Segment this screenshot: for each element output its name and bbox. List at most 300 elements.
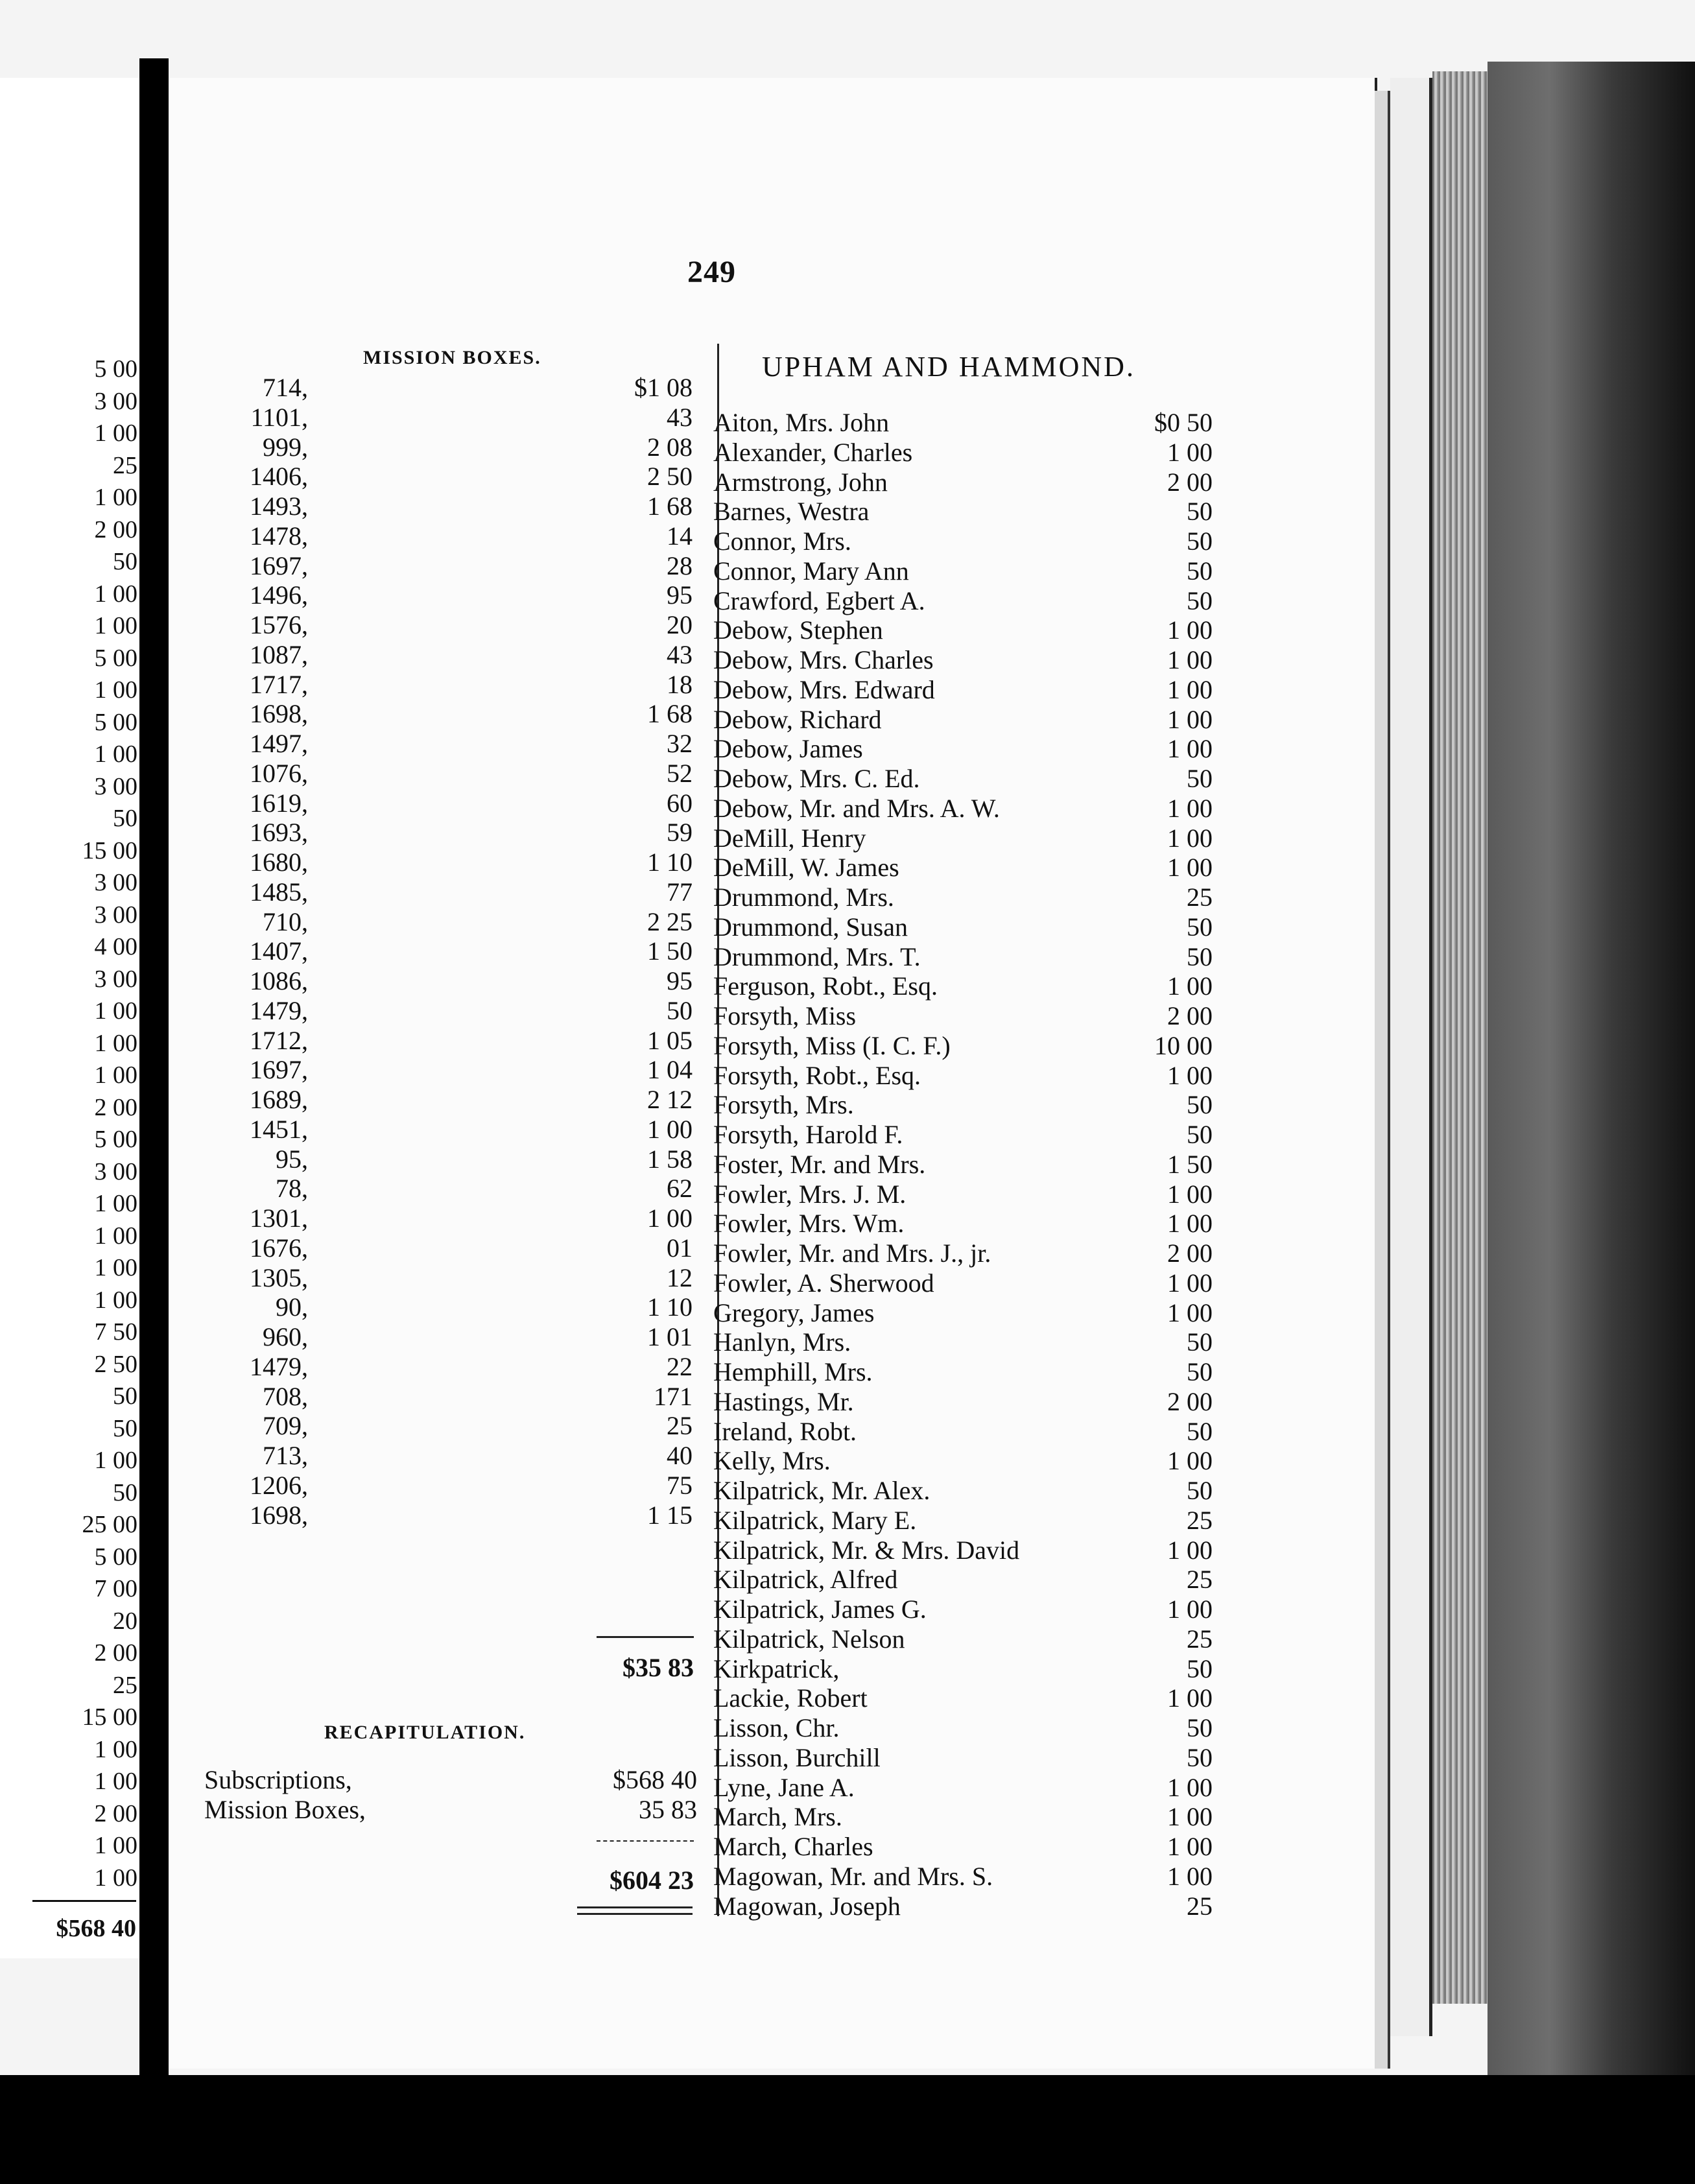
left-amount: 15 00 xyxy=(82,1703,137,1731)
subscriber-name: Aiton, Mrs. John xyxy=(713,408,890,437)
mission-box-row xyxy=(195,462,700,492)
box-number: 1697, xyxy=(250,1055,308,1085)
subscriber-amount: 1 00 xyxy=(1167,1683,1213,1713)
box-amount: 22 xyxy=(667,1351,693,1381)
subscriber-row xyxy=(713,1417,1219,1447)
subscriber-amount: 25 xyxy=(1187,883,1213,912)
subscriber-name: Drummond, Susan xyxy=(713,912,908,942)
subscriber-row xyxy=(713,438,1219,468)
mission-box-row xyxy=(195,729,700,759)
subscriber-amount: 1 00 xyxy=(1167,437,1213,467)
subscriber-amount: 1 00 xyxy=(1167,1861,1213,1891)
mission-box-row xyxy=(195,580,700,610)
subscriber-amount: 50 xyxy=(1187,1090,1213,1120)
box-number: 1407, xyxy=(250,936,308,966)
left-amount: 1 00 xyxy=(94,420,137,447)
mission-box-row xyxy=(195,907,700,937)
mission-box-row xyxy=(195,759,700,789)
subscriber-row xyxy=(713,1357,1219,1387)
subscriber-row xyxy=(713,1536,1219,1565)
subscriber-row xyxy=(713,1595,1219,1624)
box-amount: 1 04 xyxy=(647,1055,693,1085)
mission-box-row xyxy=(195,1204,700,1233)
subscriber-row xyxy=(713,1506,1219,1536)
subscriber-amount: 1 00 xyxy=(1167,615,1213,645)
subscriber-name: Debow, Richard xyxy=(713,704,882,734)
left-amount: 1 00 xyxy=(94,1864,137,1892)
box-amount: 40 xyxy=(667,1441,693,1470)
mission-box-row xyxy=(195,1441,700,1471)
subscriber-name: Kelly, Mrs. xyxy=(713,1446,831,1476)
mission-box-row xyxy=(195,403,700,433)
box-amount: 12 xyxy=(667,1263,693,1292)
box-number: 1305, xyxy=(250,1263,308,1292)
subscriber-name: Kilpatrick, Mary E. xyxy=(713,1505,917,1535)
mission-box-row xyxy=(195,1352,700,1382)
subscriber-row xyxy=(713,1654,1219,1684)
subscriber-name: Lackie, Robert xyxy=(713,1683,868,1713)
subscriber-row xyxy=(713,1090,1219,1120)
left-page-total: $568 40 xyxy=(56,1915,136,1942)
mission-box-row xyxy=(195,699,700,729)
left-page-amounts xyxy=(0,353,137,1894)
box-amount: 28 xyxy=(667,551,693,580)
subscriber-name: Debow, Mr. and Mrs. A. W. xyxy=(713,793,1000,823)
box-number: 1497, xyxy=(250,729,308,758)
book-gutter xyxy=(139,58,169,2075)
mission-box-row xyxy=(195,1233,700,1263)
subscriber-amount: 2 00 xyxy=(1167,1386,1213,1416)
subscriber-name: Magowan, Mr. and Mrs. S. xyxy=(713,1861,993,1891)
left-amount: 1 00 xyxy=(94,484,137,511)
left-amount: 50 xyxy=(113,548,137,575)
box-amount: 1 10 xyxy=(647,1292,693,1322)
subscriber-row xyxy=(713,1862,1219,1892)
box-number: 1101, xyxy=(250,402,308,432)
box-amount: 77 xyxy=(667,877,693,907)
mission-box-row xyxy=(195,1026,700,1056)
subscriber-name: Ferguson, Robt., Esq. xyxy=(713,971,938,1001)
subscriber-amount: $0 50 xyxy=(1154,408,1213,437)
subscriber-amount: 25 xyxy=(1187,1565,1213,1595)
left-amount: 15 00 xyxy=(82,837,137,864)
box-amount: 52 xyxy=(667,758,693,788)
box-number: 1698, xyxy=(250,699,308,729)
left-amount: 5 00 xyxy=(94,355,137,383)
left-amount: 50 xyxy=(113,1383,137,1410)
box-amount: 50 xyxy=(667,995,693,1025)
box-number: 999, xyxy=(263,432,308,462)
left-amount: 1 00 xyxy=(94,580,137,608)
box-amount: 14 xyxy=(667,521,693,551)
left-amount: 50 xyxy=(113,1478,137,1506)
box-number: 1493, xyxy=(250,492,308,521)
subscriber-amount: 2 00 xyxy=(1167,1001,1213,1030)
recap-row xyxy=(204,1765,697,1795)
recap-label: Mission Boxes, xyxy=(204,1795,366,1824)
subscriber-name: Drummond, Mrs. xyxy=(713,883,894,912)
subscriber-name: Debow, Stephen xyxy=(713,615,883,645)
left-amount: 1 00 xyxy=(94,1254,137,1281)
subscriber-name: Kilpatrick, Nelson xyxy=(713,1624,905,1654)
recap-label: Subscriptions, xyxy=(204,1765,352,1794)
box-number: 90, xyxy=(276,1292,308,1322)
subscriber-amount: 10 00 xyxy=(1154,1030,1213,1060)
subscriber-row xyxy=(713,824,1219,853)
box-amount: 1 01 xyxy=(647,1322,693,1351)
box-amount: 32 xyxy=(667,729,693,758)
subscriber-row xyxy=(713,1001,1219,1031)
subscriber-amount: 1 00 xyxy=(1167,674,1213,704)
subscriber-name: Barnes, Westra xyxy=(713,497,870,527)
subscriber-name: Hastings, Mr. xyxy=(713,1386,854,1416)
subscriber-amount: 2 00 xyxy=(1167,1239,1213,1268)
mission-box-row xyxy=(195,1263,700,1293)
subscriber-amount: 1 00 xyxy=(1167,1209,1213,1239)
box-number: 1676, xyxy=(250,1233,308,1263)
subscriber-row xyxy=(713,1802,1219,1832)
subscriber-amount: 50 xyxy=(1187,1654,1213,1683)
box-number: 1076, xyxy=(250,758,308,788)
subscriber-name: Forsyth, Miss xyxy=(713,1001,857,1030)
box-number: 714, xyxy=(263,373,308,402)
subscriber-amount: 25 xyxy=(1187,1624,1213,1654)
subscriber-name: DeMill, W. James xyxy=(713,853,899,883)
subscriber-row xyxy=(713,883,1219,912)
box-amount: 2 50 xyxy=(647,462,693,492)
subscriber-amount: 50 xyxy=(1187,527,1213,556)
subscriber-row xyxy=(713,645,1219,675)
subscriber-amount: 50 xyxy=(1187,1742,1213,1772)
box-amount: 75 xyxy=(667,1470,693,1500)
left-amount: 3 00 xyxy=(94,772,137,800)
subscriber-name: Magowan, Joseph xyxy=(713,1891,901,1921)
box-number: 1479, xyxy=(250,995,308,1025)
subscriber-amount: 1 00 xyxy=(1167,853,1213,883)
mission-boxes-list xyxy=(195,373,700,1530)
box-number: 78, xyxy=(276,1174,308,1204)
scan-background xyxy=(0,2075,1695,2184)
subscriber-name: March, Charles xyxy=(713,1832,873,1861)
subscriber-row xyxy=(713,586,1219,616)
subscriber-amount: 50 xyxy=(1187,764,1213,793)
mission-box-row xyxy=(195,789,700,818)
left-amount: 1 00 xyxy=(94,1832,137,1859)
left-amount: 25 00 xyxy=(82,1511,137,1538)
subscriber-row xyxy=(713,1268,1219,1298)
left-amount: 7 50 xyxy=(94,1318,137,1346)
left-amount: 1 00 xyxy=(94,1735,137,1763)
subscriber-row xyxy=(713,1624,1219,1654)
box-amount: 43 xyxy=(667,639,693,669)
box-amount: 60 xyxy=(667,788,693,818)
subscriber-row xyxy=(713,1892,1219,1921)
mission-box-row xyxy=(195,996,700,1026)
box-number: 1485, xyxy=(250,877,308,907)
subscriber-amount: 1 00 xyxy=(1167,1179,1213,1209)
subscriber-name: Alexander, Charles xyxy=(713,437,913,467)
subscriber-name: Debow, Mrs. Edward xyxy=(713,674,935,704)
left-amount: 3 00 xyxy=(94,965,137,993)
box-amount: 2 08 xyxy=(647,432,693,462)
box-amount: 95 xyxy=(667,966,693,995)
box-number: 1301, xyxy=(250,1204,308,1233)
left-amount: 1 00 xyxy=(94,1029,137,1057)
box-amount: $1 08 xyxy=(634,373,693,402)
box-amount: 1 10 xyxy=(647,848,693,877)
subscriptions-list xyxy=(713,408,1219,1921)
subscriber-row xyxy=(713,1713,1219,1743)
mission-box-row xyxy=(195,936,700,966)
box-amount: 62 xyxy=(667,1174,693,1204)
mission-boxes-heading: MISSION BOXES. xyxy=(363,347,541,368)
left-amount: 2 50 xyxy=(94,1350,137,1378)
box-number: 1451, xyxy=(250,1114,308,1144)
left-amount: 25 xyxy=(113,451,137,479)
mission-box-row xyxy=(195,373,700,403)
mission-box-row xyxy=(195,1085,700,1115)
box-amount: 2 12 xyxy=(647,1085,693,1114)
left-amount: 50 xyxy=(113,805,137,832)
subscriber-name: Fowler, Mrs. Wm. xyxy=(713,1209,905,1239)
left-amount: 1 00 xyxy=(94,612,137,639)
subscriber-row xyxy=(713,1180,1219,1209)
subscriber-row xyxy=(713,1031,1219,1061)
subscriber-row xyxy=(713,1120,1219,1150)
subscriber-amount: 1 00 xyxy=(1167,704,1213,734)
recapitulation-table xyxy=(204,1765,697,1825)
left-amount: 1 00 xyxy=(94,1286,137,1314)
mission-box-row xyxy=(195,433,700,462)
subscriber-amount: 1 00 xyxy=(1167,1595,1213,1624)
left-amount: 3 00 xyxy=(94,387,137,415)
left-amount: 2 00 xyxy=(94,1799,137,1827)
book-fore-edge xyxy=(1488,62,1695,2184)
mission-box-row xyxy=(195,492,700,521)
left-amount: 7 00 xyxy=(94,1575,137,1602)
subscriber-row xyxy=(713,734,1219,764)
mission-box-row xyxy=(195,1055,700,1085)
subscriber-name: Drummond, Mrs. T. xyxy=(713,942,921,971)
subscriber-amount: 25 xyxy=(1187,1891,1213,1921)
box-number: 95, xyxy=(276,1144,308,1174)
subscriber-row xyxy=(713,1209,1219,1239)
box-amount: 1 00 xyxy=(647,1204,693,1233)
subscriber-row xyxy=(713,408,1219,438)
subscriber-row xyxy=(713,675,1219,705)
subscriber-amount: 2 00 xyxy=(1167,467,1213,497)
box-amount: 20 xyxy=(667,610,693,639)
recap-total: $604 23 xyxy=(610,1866,694,1895)
box-amount: 1 50 xyxy=(647,936,693,966)
subscriber-amount: 50 xyxy=(1187,1120,1213,1149)
subscriber-row xyxy=(713,1446,1219,1476)
subscriber-amount: 50 xyxy=(1187,586,1213,615)
subscriber-name: Debow, Mrs. C. Ed. xyxy=(713,764,920,793)
box-number: 708, xyxy=(263,1381,308,1411)
subscriber-name: Kirkpatrick, xyxy=(713,1654,840,1683)
box-amount: 25 xyxy=(667,1411,693,1441)
box-number: 710, xyxy=(263,907,308,936)
subscriber-row xyxy=(713,705,1219,735)
mission-box-row xyxy=(195,966,700,996)
subscriber-name: Fowler, Mr. and Mrs. J., jr. xyxy=(713,1239,991,1268)
subscriber-amount: 1 00 xyxy=(1167,1772,1213,1802)
left-amount: 5 00 xyxy=(94,644,137,672)
subscriber-name: Fowler, A. Sherwood xyxy=(713,1268,934,1298)
recap-rule xyxy=(597,1840,694,1843)
left-total-rule xyxy=(32,1900,136,1902)
subscriber-row xyxy=(713,853,1219,883)
box-amount: 1 15 xyxy=(647,1500,693,1530)
subscriber-name: Hanlyn, Mrs. xyxy=(713,1327,851,1357)
mission-box-row xyxy=(195,670,700,700)
mission-box-row xyxy=(195,640,700,670)
box-number: 1697, xyxy=(250,551,308,580)
subscriber-name: Forsyth, Robt., Esq. xyxy=(713,1060,921,1090)
subscriber-name: Hemphill, Mrs. xyxy=(713,1357,873,1386)
box-amount: 95 xyxy=(667,580,693,610)
subscriber-name: Connor, Mary Ann xyxy=(713,556,909,586)
box-number: 1206, xyxy=(250,1470,308,1500)
left-amount: 1 00 xyxy=(94,1768,137,1795)
left-amount: 50 xyxy=(113,1414,137,1442)
subscriber-name: Crawford, Egbert A. xyxy=(713,586,925,615)
mission-box-row xyxy=(195,551,700,581)
page-number: 249 xyxy=(687,255,736,289)
subscriber-name: Armstrong, John xyxy=(713,467,888,497)
subscriber-name: Kilpatrick, Alfred xyxy=(713,1565,898,1595)
recap-double-rule xyxy=(577,1906,693,1915)
box-number: 1689, xyxy=(250,1085,308,1114)
box-amount: 171 xyxy=(654,1381,693,1411)
subscriber-row xyxy=(713,971,1219,1001)
subscriber-amount: 1 00 xyxy=(1167,1446,1213,1476)
subscriber-name: Kilpatrick, Mr. Alex. xyxy=(713,1476,930,1505)
subscriber-amount: 1 50 xyxy=(1167,1149,1213,1179)
subscriber-amount: 50 xyxy=(1187,497,1213,527)
mission-box-row xyxy=(195,877,700,907)
subscriber-name: Forsyth, Harold F. xyxy=(713,1120,903,1149)
box-number: 1698, xyxy=(250,1500,308,1530)
subscriber-name: Lisson, Burchill xyxy=(713,1742,881,1772)
left-amount: 2 00 xyxy=(94,1639,137,1667)
box-amount: 1 00 xyxy=(647,1114,693,1144)
mission-boxes-total-rule xyxy=(597,1636,694,1638)
mission-box-row xyxy=(195,1292,700,1322)
recapitulation-heading: RECAPITULATION. xyxy=(324,1722,526,1743)
subscriber-name: DeMill, Henry xyxy=(713,823,866,853)
subscriber-name: Debow, Mrs. Charles xyxy=(713,645,934,674)
subscriber-name: Kilpatrick, Mr. & Mrs. David xyxy=(713,1535,1020,1565)
subscriber-name: Kilpatrick, James G. xyxy=(713,1595,927,1624)
subscriber-row xyxy=(713,1565,1219,1595)
subscriber-name: Ireland, Robt. xyxy=(713,1416,857,1446)
recap-amount: $568 40 xyxy=(613,1765,697,1794)
subscriber-amount: 50 xyxy=(1187,1476,1213,1505)
box-number: 1087, xyxy=(250,639,308,669)
left-amount: 5 00 xyxy=(94,1543,137,1571)
subscriber-row xyxy=(713,1061,1219,1091)
mission-box-row xyxy=(195,1382,700,1412)
subscriber-row xyxy=(713,527,1219,556)
subscriber-row xyxy=(713,1150,1219,1180)
subscriber-amount: 1 00 xyxy=(1167,793,1213,823)
box-number: 1712, xyxy=(250,1025,308,1055)
left-amount: 1 00 xyxy=(94,1222,137,1250)
box-number: 713, xyxy=(263,1441,308,1470)
mission-box-row xyxy=(195,1411,700,1441)
box-amount: 2 25 xyxy=(647,907,693,936)
subscriber-name: Gregory, James xyxy=(713,1298,875,1327)
mission-box-row xyxy=(195,1501,700,1530)
subscriber-amount: 1 00 xyxy=(1167,1832,1213,1861)
subscriber-amount: 50 xyxy=(1187,1327,1213,1357)
mission-box-row xyxy=(195,521,700,551)
box-amount: 59 xyxy=(667,818,693,848)
subscriber-row xyxy=(713,1298,1219,1328)
subscriber-row xyxy=(713,1476,1219,1506)
recap-row xyxy=(204,1795,697,1825)
subscriptions-heading: UPHAM AND HAMMOND. xyxy=(762,351,1135,383)
subscriber-name: Foster, Mr. and Mrs. xyxy=(713,1149,926,1179)
mission-box-row xyxy=(195,1145,700,1174)
box-number: 1717, xyxy=(250,669,308,699)
subscriber-amount: 25 xyxy=(1187,1505,1213,1535)
mission-box-row xyxy=(195,818,700,848)
subscriber-name: Lisson, Chr. xyxy=(713,1713,840,1742)
left-amount: 20 xyxy=(113,1607,137,1635)
box-amount: 18 xyxy=(667,669,693,699)
left-amount: 25 xyxy=(113,1671,137,1699)
subscriber-row xyxy=(713,1683,1219,1713)
subscriber-amount: 50 xyxy=(1187,942,1213,971)
box-amount: 01 xyxy=(667,1233,693,1263)
box-number: 960, xyxy=(263,1322,308,1351)
box-number: 1479, xyxy=(250,1351,308,1381)
subscriber-amount: 1 00 xyxy=(1167,1060,1213,1090)
subscriber-row xyxy=(713,794,1219,824)
left-amount: 5 00 xyxy=(94,708,137,736)
subscriber-name: Forsyth, Miss (I. C. F.) xyxy=(713,1030,951,1060)
box-number: 1619, xyxy=(250,788,308,818)
subscriber-row xyxy=(713,1743,1219,1773)
box-number: 1576, xyxy=(250,610,308,639)
page-stack-edge xyxy=(1432,71,1488,2004)
subscriber-amount: 1 00 xyxy=(1167,645,1213,674)
subscriber-row xyxy=(713,468,1219,497)
mission-box-row xyxy=(195,610,700,640)
subscriber-amount: 1 00 xyxy=(1167,1298,1213,1327)
subscriber-name: Lyne, Jane A. xyxy=(713,1772,855,1802)
mission-box-row xyxy=(195,1471,700,1501)
box-number: 1086, xyxy=(250,966,308,995)
subscriber-amount: 50 xyxy=(1187,1357,1213,1386)
mission-box-row xyxy=(195,1322,700,1352)
subscriber-row xyxy=(713,912,1219,942)
subscriber-row xyxy=(713,1387,1219,1417)
subscriber-amount: 1 00 xyxy=(1167,971,1213,1001)
left-amount: 1 00 xyxy=(94,997,137,1025)
box-number: 1693, xyxy=(250,818,308,848)
subscriber-row xyxy=(713,1239,1219,1268)
left-amount: 1 00 xyxy=(94,1190,137,1217)
left-amount: 1 00 xyxy=(94,676,137,704)
subscriber-row xyxy=(713,1773,1219,1803)
subscriber-amount: 50 xyxy=(1187,1713,1213,1742)
box-amount: 1 68 xyxy=(647,492,693,521)
subscriber-row xyxy=(713,1327,1219,1357)
